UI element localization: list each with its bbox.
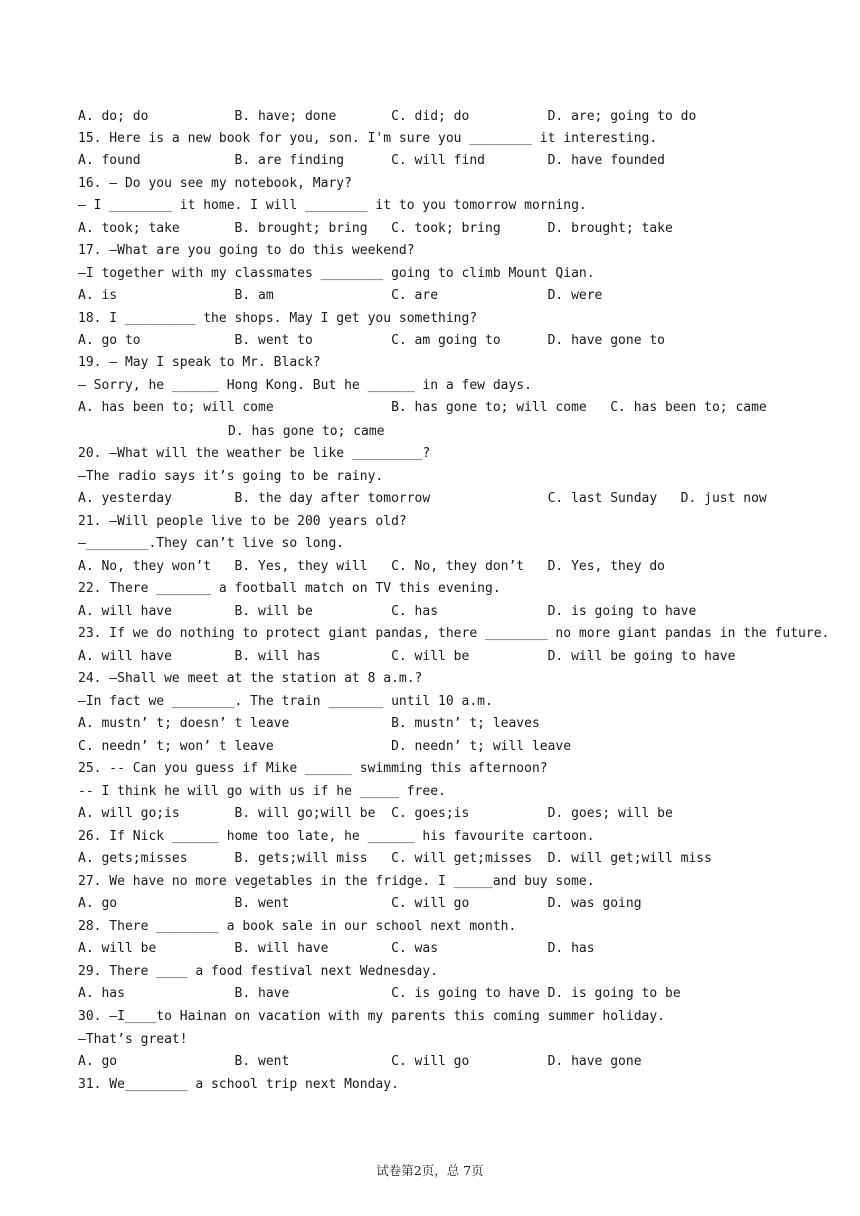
- question-line: 26. If Nick ______ home too late, he ______ his favourite cartoon.: [78, 829, 595, 844]
- question-line: 15. Here is a new book for you, son. I'm sure you ________ it interesting.: [78, 131, 658, 146]
- answer-options-line: A. found B. are finding C. will find D. have founded: [78, 153, 665, 168]
- question-line: 24. —Shall we meet at the station at 8 a.m.?: [78, 671, 423, 686]
- question-line: 23. If we do nothing to protect giant pandas, there ________ no more giant pandas in the future.: [78, 626, 830, 641]
- page-footer: 试卷第2页，总 7页: [376, 1163, 484, 1178]
- question-line: —That’s great!: [78, 1032, 188, 1047]
- question-line: —I together with my classmates ________ going to climb Mount Qian.: [78, 266, 595, 281]
- answer-options-line: A. took; take B. brought; bring C. took; bring D. brought; take: [78, 221, 673, 236]
- question-line: —The radio says it’s going to be rainy.: [78, 469, 384, 484]
- question-line: —In fact we ________. The train _______ until 10 a.m.: [78, 694, 493, 709]
- question-line: —________.They can’t live so long.: [78, 536, 345, 551]
- answer-options-line: A. will have B. will be C. has D. is going to have: [78, 604, 697, 619]
- question-line: 22. There _______ a football match on TV this evening.: [78, 581, 501, 596]
- answer-options-line: A. has B. have C. is going to have D. is going to be: [78, 986, 681, 1001]
- answer-options-line: A. will have B. will has C. will be D. will be going to have: [78, 649, 736, 664]
- question-line: 18. I _________ the shops. May I get you something?: [78, 311, 478, 326]
- question-line: 28. There ________ a book sale in our school next month.: [78, 919, 517, 934]
- answer-options-line: A. go B. went C. will go D. have gone: [78, 1054, 642, 1069]
- answer-options-line: A. do; do B. have; done C. did; do D. are; going to do: [78, 109, 697, 124]
- answer-options-line: A. go to B. went to C. am going to D. have gone to: [78, 333, 665, 348]
- question-line: 21. —Will people live to be 200 years old?: [78, 514, 407, 529]
- answer-options-line: A. will go;is B. will go;will be C. goes;is D. goes; will be: [78, 806, 673, 821]
- answer-options-line: A. yesterday B. the day after tomorrow C. last Sunday D. just now: [78, 491, 767, 506]
- question-line: 20. —What will the weather be like _________?: [78, 446, 431, 461]
- question-line: 17. —What are you going to do this weekend?: [78, 243, 415, 258]
- answer-options-line: A. No, they won’t B. Yes, they will C. No, they don’t D. Yes, they do: [78, 559, 665, 574]
- question-line: 25. -- Can you guess if Mike ______ swimming this afternoon?: [78, 761, 548, 776]
- question-line: 27. We have no more vegetables in the fridge. I _____and buy some.: [78, 874, 595, 889]
- answer-options-line: A. will be B. will have C. was D. has: [78, 941, 595, 956]
- question-line: -- I think he will go with us if he _____ free.: [78, 784, 446, 799]
- question-line: 30. —I____to Hainan on vacation with my parents this coming summer holiday.: [78, 1009, 665, 1024]
- question-line: 31. We________ a school trip next Monday.: [78, 1077, 399, 1092]
- answer-options-line: A. is B. am C. are D. were: [78, 288, 603, 303]
- question-line: 29. There ____ a food festival next Wednesday.: [78, 964, 439, 979]
- answer-options-line: A. gets;misses B. gets;will miss C. will get;misses D. will get;will miss: [78, 851, 712, 866]
- answer-options-line: C. needn’ t; won’ t leave D. needn’ t; will leave: [78, 739, 572, 754]
- question-line: — I ________ it home. I will ________ it to you tomorrow morning.: [78, 198, 587, 213]
- question-line: 16. — Do you see my notebook, Mary?: [78, 176, 352, 191]
- answer-options-line: A. mustn’ t; doesn’ t leave B. mustn’ t; leaves: [78, 716, 540, 731]
- question-line: — Sorry, he ______ Hong Kong. But he ______ in a few days.: [78, 378, 532, 393]
- question-line: 19. — May I speak to Mr. Black?: [78, 355, 321, 370]
- answer-options-line: A. go B. went C. will go D. was going: [78, 896, 642, 911]
- answer-options-line: D. has gone to; came: [228, 424, 385, 439]
- answer-options-line: A. has been to; will come B. has gone to; will come C. has been to; came: [78, 400, 767, 415]
